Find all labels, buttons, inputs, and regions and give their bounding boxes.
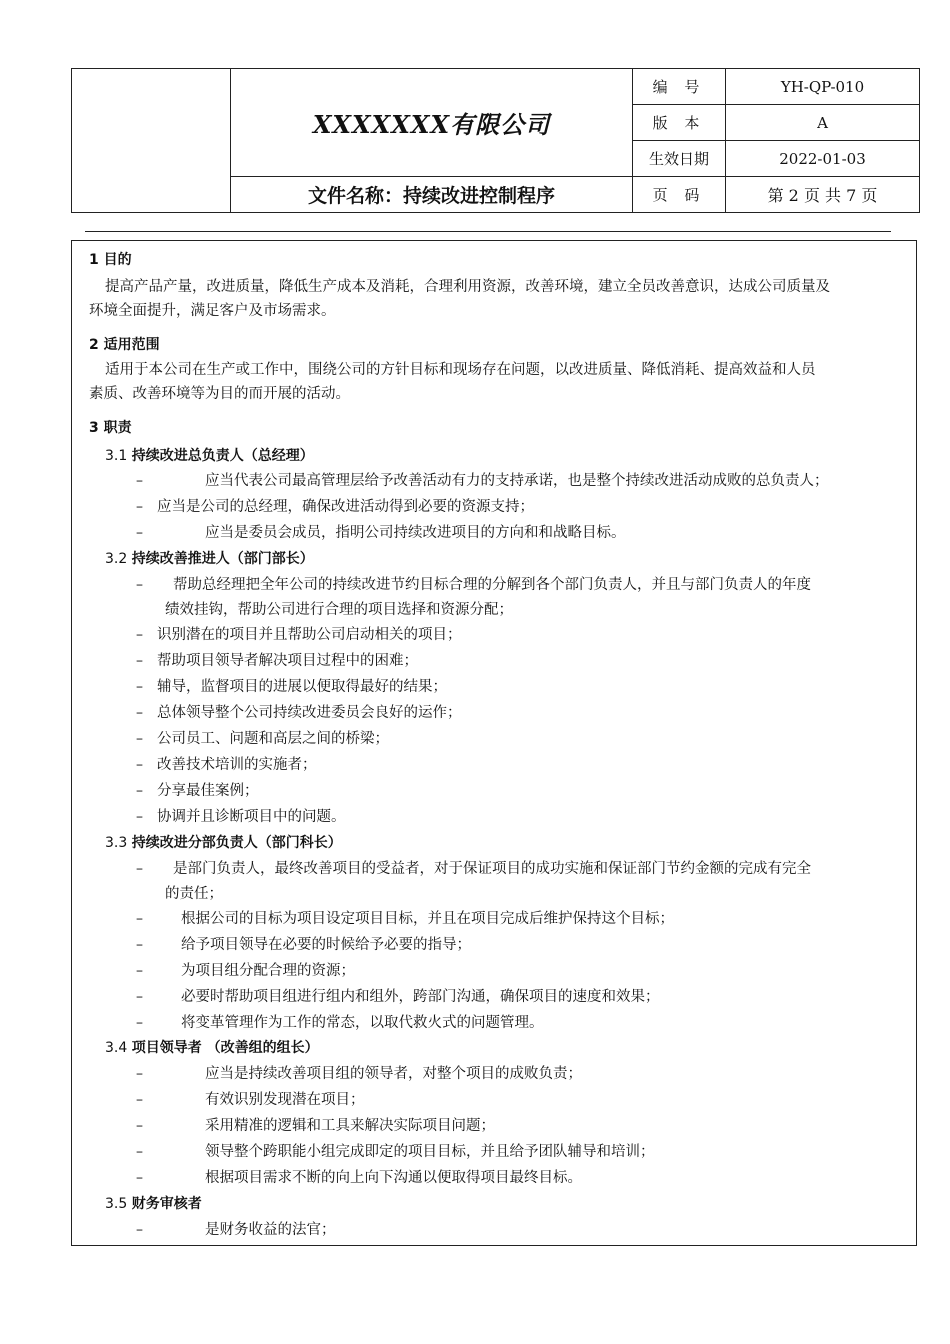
bullet-dash: – (136, 911, 143, 927)
list-item: 领导整个跨职能小组完成即定的项目目标，并且给予团队辅导和培训； (205, 1144, 655, 1160)
list-item: 识别潜在的项目并且帮助公司启动相关的项目； (157, 627, 462, 643)
list-item: 为项目组分配合理的资源； (181, 963, 355, 979)
subsection-3-3-title (105, 833, 342, 853)
section-1-title: 1 目的 (89, 252, 132, 268)
bullet-dash: – (136, 809, 143, 825)
bullet-dash: – (136, 1092, 143, 1108)
list-item: 采用精准的逻辑和工具来解决实际项目问题； (205, 1118, 495, 1134)
list-item: 给予项目领导在必要的时候给予必要的指导； (181, 937, 471, 953)
document-header-table (71, 68, 920, 213)
bullet-dash: – (136, 1118, 143, 1134)
subsection-number: 3.3 (105, 835, 128, 851)
bullet-dash: – (136, 473, 143, 489)
bullet-dash: – (136, 1170, 143, 1186)
subsection-3-4-title (105, 1038, 319, 1058)
field-label-page: 页 码 (633, 177, 726, 213)
subsection-3-2-title (105, 549, 314, 569)
subsection-number: 3.1 (105, 448, 128, 464)
company-cell (231, 69, 633, 177)
list-item: 帮助项目领导者解决项目过程中的困难； (157, 653, 418, 669)
list-item-continuation: 的责任； (165, 886, 223, 902)
bullet-dash: – (136, 705, 143, 721)
subsection-number: 3.4 (105, 1040, 128, 1056)
bullet-dash: – (136, 963, 143, 979)
list-item: 辅导，监督项目的进展以便取得最好的结果； (157, 679, 447, 695)
bullet-dash: – (136, 679, 143, 695)
section-2-line-2: 素质、改善环境等为目的而开展的活动。 (89, 386, 350, 402)
bullet-dash: – (136, 861, 143, 877)
field-value-effective-date: 2022-01-03 (726, 141, 920, 177)
list-item: 必要时帮助项目组进行组内和组外，跨部门沟通，确保项目的速度和效果； (181, 989, 660, 1005)
list-item: 根据项目需求不断的向上向下沟通以便取得项目最终目标。 (205, 1170, 582, 1186)
bullet-dash: – (136, 627, 143, 643)
section-1-line-1: 提高产品产量，改进质量，降低生产成本及消耗，合理利用资源，改善环境，建立全员改善意识，达成公司质量及 (105, 279, 830, 295)
field-value-page: 第 2 页 共 7 页 (726, 177, 920, 213)
subsection-heading: 财务审核者 (131, 1196, 202, 1212)
list-item: 根据公司的目标为项目设定项目目标，并且在项目完成后维护保持这个目标； (181, 911, 674, 927)
subsection-heading: 持续改进总负责人（总经理） (131, 448, 314, 464)
section-2-title: 2 适用范围 (89, 337, 160, 353)
list-item-continuation: 绩效挂钩，帮助公司进行合理的项目选择和资源分配； (165, 602, 513, 618)
bullet-dash: – (136, 757, 143, 773)
field-label-number: 编 号 (633, 69, 726, 105)
header-divider (85, 231, 891, 232)
logo-cell (72, 69, 231, 213)
list-item: 改善技术培训的实施者； (157, 757, 317, 773)
list-item: 协调并且诊断项目中的问题。 (157, 809, 346, 825)
bullet-dash: – (136, 525, 143, 541)
list-item: 是部门负责人，最终改善项目的受益者，对于保证项目的成功实施和保证部门节约金额的完成有完全 (173, 861, 811, 877)
document-title: 文件名称：持续改进控制程序 (307, 185, 555, 207)
subsection-number: 3.5 (105, 1196, 128, 1212)
doc-title-cell (231, 177, 633, 213)
bullet-dash: – (136, 653, 143, 669)
subsection-number: 3.2 (105, 551, 128, 567)
field-value-number: YH-QP-010 (726, 69, 920, 105)
section-1-line-2: 环境全面提升，满足客户及市场需求。 (89, 303, 336, 319)
field-label-effective-date: 生效日期 (633, 141, 726, 177)
list-item: 应当是持续改善项目组的领导者，对整个项目的成败负责； (205, 1066, 582, 1082)
list-item: 应当是公司的总经理，确保改进活动得到必要的资源支持； (157, 499, 534, 515)
list-item: 总体领导整个公司持续改进委员会良好的运作； (157, 705, 462, 721)
list-item: 应当是委员会成员，指明公司持续改进项目的方向和和战略目标。 (205, 525, 626, 541)
bullet-dash: – (136, 783, 143, 799)
subsection-heading: 持续改进分部负责人（部门科长） (131, 835, 342, 851)
company-name: XXXXXXX有限公司 (312, 110, 551, 139)
list-item: 应当代表公司最高管理层给予改善活动有力的支持承诺，也是整个持续改进活动成败的总负责人； (205, 473, 829, 489)
list-item: 公司员工、问题和高层之间的桥梁； (157, 731, 389, 747)
list-item: 是财务收益的法官； (205, 1222, 336, 1238)
section-2-line-1: 适用于本公司在生产或工作中，围绕公司的方针目标和现场存在问题，以改进质量、降低消耗、提高效益和人员 (105, 362, 816, 378)
bullet-dash: – (136, 1222, 143, 1238)
list-item: 有效识别发现潜在项目； (205, 1092, 365, 1108)
bullet-dash: – (136, 1015, 143, 1031)
section-3-title: 3 职责 (89, 420, 132, 436)
field-label-version: 版 本 (633, 105, 726, 141)
list-item: 将变革管理作为工作的常态，以取代救火式的问题管理。 (181, 1015, 544, 1031)
bullet-dash: – (136, 731, 143, 747)
subsection-heading: 项目领导者 （改善组的组长） (131, 1040, 319, 1056)
bullet-dash: – (136, 989, 143, 1005)
field-value-version: A (726, 105, 920, 141)
subsection-3-1-title (105, 446, 314, 466)
bullet-dash: – (136, 1144, 143, 1160)
bullet-dash: – (136, 1066, 143, 1082)
bullet-dash: – (136, 499, 143, 515)
subsection-heading: 持续改善推进人（部门部长） (131, 551, 314, 567)
bullet-dash: – (136, 937, 143, 953)
list-item: 分享最佳案例； (157, 783, 259, 799)
list-item: 帮助总经理把全年公司的持续改进节约目标合理的分解到各个部门负责人，并且与部门负责人的年度 (173, 577, 811, 593)
bullet-dash: – (136, 577, 143, 593)
subsection-3-5-title (105, 1194, 202, 1214)
